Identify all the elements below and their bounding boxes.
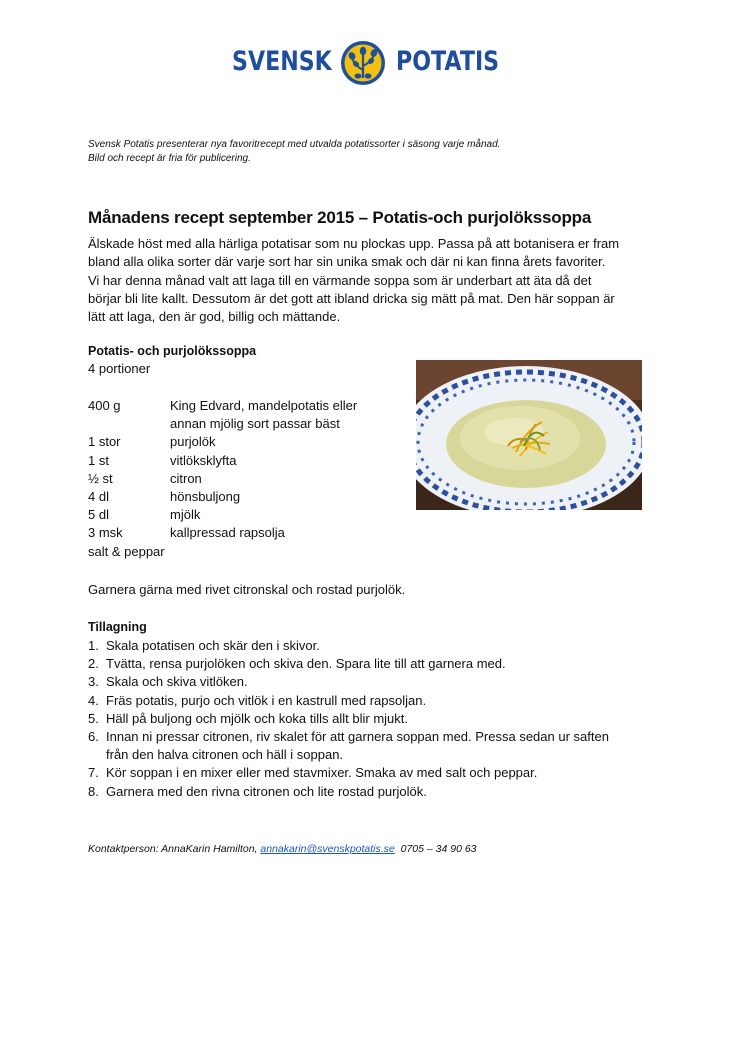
ingredient-name: citron xyxy=(170,470,202,486)
ingredient-qty: 1 st xyxy=(88,452,109,468)
intro-line: Svensk Potatis presenterar nya favoritrecept med utvalda potatissorter i säsong varje månad. xyxy=(88,139,501,150)
recipe-title: Potatis- och purjolökssoppa xyxy=(88,344,257,358)
contact-prefix: Kontaktperson: AnnaKarin Hamilton, xyxy=(88,843,261,855)
paragraph-line: Vi har denna månad valt att laga till en värmande soppa som är underbart att äta då det xyxy=(88,272,592,288)
ingredient-name: annan mjölig sort passar bäst xyxy=(170,416,340,432)
step-text: Innan ni pressar citronen, riv skalet för att garnera soppan med. Pressa sedan ur saften xyxy=(106,728,609,744)
step-text: Häll på buljong och mjölk och koka tills allt blir mjukt. xyxy=(106,710,409,726)
step-number: 1. xyxy=(88,638,99,653)
recipe-portions: 4 portioner xyxy=(88,361,151,376)
step-number: 5. xyxy=(88,710,99,726)
ingredient-name: King Edvard, mandelpotatis eller xyxy=(170,398,358,413)
step-text: Tvätta, rensa purjolöken och skiva den. Spara lite till att garnera med. xyxy=(106,656,506,672)
contact-line xyxy=(88,843,477,855)
page-title: Månadens recept september 2015 – Potatis-och purjolökssoppa xyxy=(88,208,592,227)
ingredient-qty: 400 g xyxy=(88,398,121,413)
svensk-potatis-logo xyxy=(232,38,512,88)
garnish-note: Garnera gärna med rivet citronskal och rostad purjolök. xyxy=(88,582,406,597)
step-text: Skala potatisen och skär den i skivor. xyxy=(106,638,320,653)
step-number: 7. xyxy=(88,765,99,781)
ingredient-name: mjölk xyxy=(170,507,201,523)
step-text: Skala och skiva vitlöken. xyxy=(106,674,248,690)
step-text: Fräs potatis, purjo och vitlök i en kastrull med rapsoljan. xyxy=(106,692,427,708)
steps-title: Tillagning xyxy=(88,620,147,634)
step-text: från den halva citronen och häll i soppan. xyxy=(106,747,344,763)
ingredient-name: hönsbuljong xyxy=(170,488,241,504)
step-text: Kör soppan i en mixer eller med stavmixer. Smaka av med salt och peppar. xyxy=(106,765,538,781)
step-number: 3. xyxy=(88,674,99,690)
contact-email-link[interactable]: annakarin@svenskpotatis.se xyxy=(260,843,395,855)
potato-plant-emblem-icon xyxy=(340,40,386,86)
paragraph-line: Älskade höst med alla härliga potatisar som nu plockas upp. Passa på att botanisera er fram xyxy=(88,236,620,251)
ingredient-name: purjolök xyxy=(170,434,216,450)
ingredient-qty: salt & peppar xyxy=(88,543,165,559)
paragraph-line: börjar bli lite kallt. Dessutom är det gott att ibland dricka sig mätt på mat. Den här soppan är xyxy=(88,290,615,306)
soup-bowl-photo xyxy=(416,360,642,510)
ingredient-name: vitlöksklyfta xyxy=(170,452,237,468)
intro-line: Bild och recept är fria för publicering. xyxy=(88,153,251,164)
ingredient-qty: 5 dl xyxy=(88,507,109,523)
ingredient-qty: 3 msk xyxy=(88,525,123,541)
paragraph-line: bland alla olika sorter där varje sort har sin unika smak och där ni kan finna årets favoriter. xyxy=(88,254,606,270)
step-number: 2. xyxy=(88,656,99,672)
paragraph-line: lätt att laga, den är god, billig och mättande. xyxy=(88,309,341,325)
step-text: Garnera med den rivna citronen och lite rostad purjolök. xyxy=(106,783,427,799)
intro-note xyxy=(88,138,500,166)
ingredient-name: kallpressad rapsolja xyxy=(170,525,285,541)
intro-paragraph xyxy=(88,235,668,326)
ingredient-qty: 4 dl xyxy=(88,488,109,504)
logo-word-potatis: POTATIS xyxy=(396,46,500,77)
contact-phone: 0705 – 34 90 63 xyxy=(394,843,477,855)
step-number: 6. xyxy=(88,728,99,744)
step-number: 4. xyxy=(88,692,99,708)
step-number: 8. xyxy=(88,783,99,799)
logo-word-svensk: SVENSK xyxy=(232,46,332,77)
ingredient-qty: 1 stor xyxy=(88,434,121,450)
ingredient-qty: ½ st xyxy=(88,470,113,486)
